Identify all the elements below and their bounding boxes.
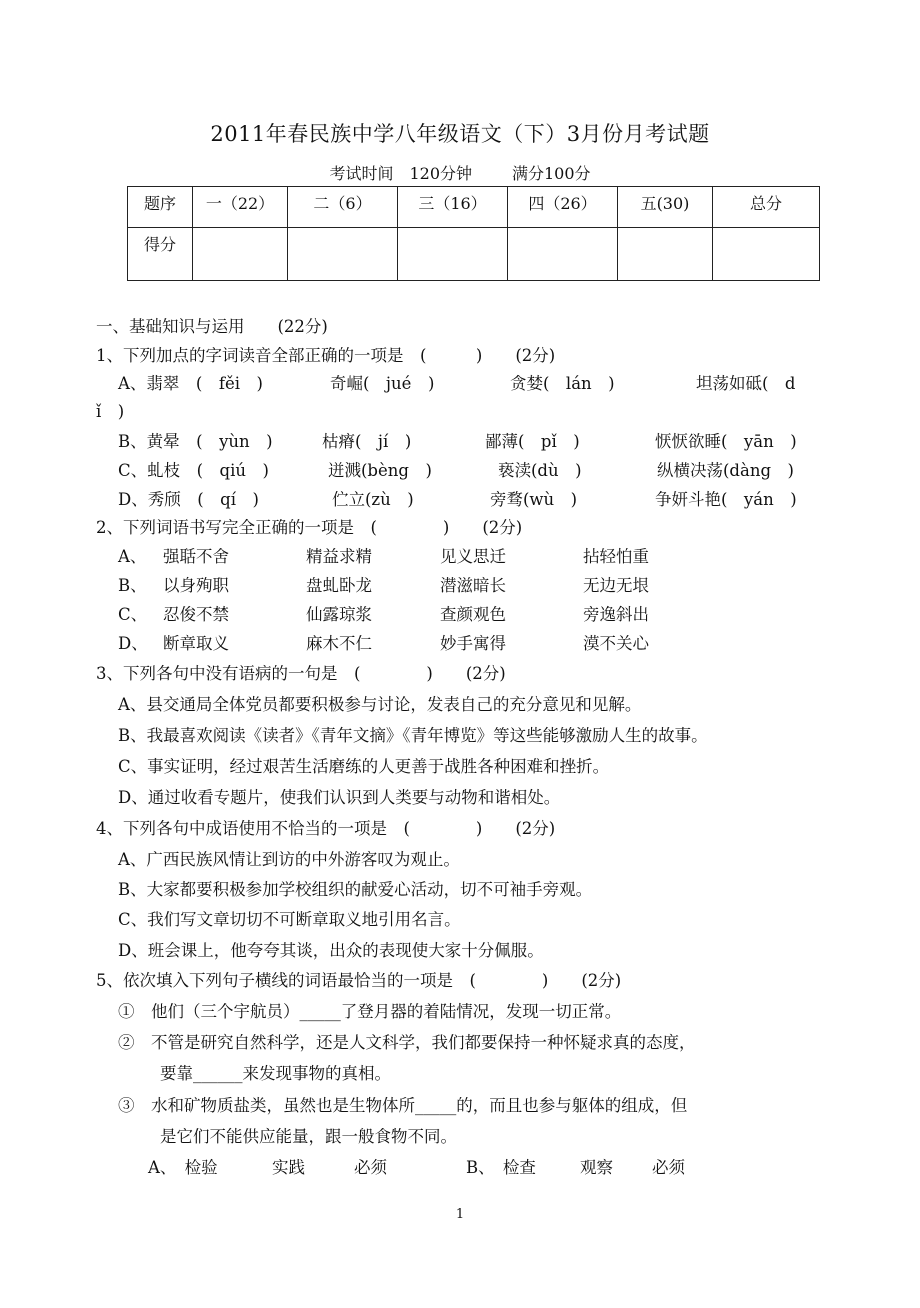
- q1-option-c-word: 迸溅(bèng ): [328, 461, 432, 480]
- page-number: 1: [455, 1207, 465, 1222]
- q1-option-d-word: 争妍斗艳( yán ): [655, 490, 797, 509]
- q5-option-b-word: 必须: [652, 1158, 685, 1177]
- q1-option-c-word: 亵渎(dù ): [498, 461, 582, 480]
- q1-option-b-word: 枯瘠( jí ): [322, 432, 412, 451]
- q1-option-c-word: 纵横决荡(dàng ): [657, 461, 794, 480]
- q2-option-d-word: 麻木不仁: [306, 634, 372, 653]
- question-stem: 2、下列词语书写完全正确的一项是 ( ) (2分): [96, 518, 523, 537]
- q2-option-c-word: 旁逸斜出: [583, 605, 649, 624]
- q1-option-a-word: 奇崛( jué ): [330, 374, 435, 393]
- q5-sentence-2-cont: 要靠______来发现事物的真相。: [160, 1064, 391, 1083]
- q2-option-d: D、: [118, 634, 148, 653]
- q1-option-a-cont: ǐ ): [96, 402, 125, 421]
- score-cell[interactable]: [288, 228, 398, 281]
- score-cell[interactable]: [618, 228, 713, 281]
- q4-option-d: D、班会课上，他夸夸其谈，出众的表现使大家十分佩服。: [118, 941, 544, 960]
- q1-option-d-word: 旁骛(wù ): [490, 490, 578, 509]
- question-stem: 1、下列加点的字词读音全部正确的一项是 ( ) (2分): [96, 346, 556, 365]
- q5-option-b-word: 观察: [580, 1158, 613, 1177]
- q2-option-b-word: 无边无垠: [583, 576, 649, 595]
- q3-option-b: B、我最喜欢阅读《读者》《青年文摘》《青年博览》等这些能够激励人生的故事。: [118, 726, 708, 745]
- q1-option-a-word: 贪婪( lán ): [510, 374, 615, 393]
- section-heading: 一、基础知识与运用 (22分): [96, 317, 328, 336]
- score-header-cell: 五(30): [618, 187, 713, 228]
- q1-option-b: B、黄晕 ( yùn ): [118, 432, 273, 451]
- score-header-cell: 二（6）: [288, 187, 398, 228]
- q5-sentence-2: ② 不管是研究自然科学，还是人文科学，我们都要保持一种怀疑求真的态度，: [118, 1033, 696, 1052]
- q1-option-b-word: 恹恹欲睡( yān ): [655, 432, 797, 451]
- q2-option-a-word: 强聒不舍: [163, 547, 229, 566]
- q2-option-c-word: 查颜观色: [440, 605, 506, 624]
- q3-option-c: C、事实证明，经过艰苦生活磨练的人更善于战胜各种困难和挫折。: [118, 757, 610, 776]
- q2-option-a: A、: [118, 547, 147, 566]
- q5-sentence-3-cont: 是它们不能供应能量，跟一般食物不同。: [160, 1127, 457, 1146]
- q2-option-b: B、: [118, 576, 147, 595]
- q1-option-b-word: 鄙薄( pǐ ): [485, 432, 580, 451]
- q2-option-a-word: 拈轻怕重: [583, 547, 649, 566]
- q4-option-b: B、大家都要积极参加学校组织的献爱心活动，切不可袖手旁观。: [118, 880, 593, 899]
- score-table-header-row: [128, 187, 820, 228]
- exam-full-score: 满分100分: [512, 164, 591, 183]
- q5-option-a-word: 必须: [354, 1158, 387, 1177]
- q2-option-c: C、: [118, 605, 148, 624]
- score-header-cell: 四（26）: [508, 187, 618, 228]
- q2-option-c-word: 忍俊不禁: [163, 605, 229, 624]
- score-header-cell: 总分: [713, 187, 820, 228]
- question-stem: 5、依次填入下列句子横线的词语最恰当的一项是 ( ) (2分): [96, 971, 622, 990]
- score-row-label: 得分: [128, 228, 193, 281]
- q2-option-d-word: 妙手寓得: [440, 634, 506, 653]
- q3-option-d: D、通过收看专题片，使我们认识到人类要与动物和谐相处。: [118, 788, 561, 807]
- q2-option-c-word: 仙露琼浆: [306, 605, 372, 624]
- q4-option-c: C、我们写文章切切不可断章取义地引用名言。: [118, 910, 461, 929]
- score-table: [127, 186, 820, 281]
- q1-option-c: C、虬枝 ( qiú ): [118, 461, 269, 480]
- q2-option-d-word: 断章取义: [163, 634, 229, 653]
- score-cell[interactable]: [193, 228, 288, 281]
- q2-option-a-word: 见义思迁: [440, 547, 506, 566]
- q2-option-b-word: 盘虬卧龙: [306, 576, 372, 595]
- q5-option-a: A、 检验: [148, 1158, 218, 1177]
- q5-sentence-1: ① 他们（三个宇航员）_____了登月器的着陆情况，发现一切正常。: [118, 1002, 622, 1021]
- score-cell[interactable]: [508, 228, 618, 281]
- score-cell[interactable]: [713, 228, 820, 281]
- q1-option-d: D、秀颀 ( qí ): [118, 490, 259, 509]
- exam-time: 考试时间 120分钟: [329, 164, 472, 183]
- q1-option-a-word: 坦荡如砥( d: [696, 374, 796, 393]
- q2-option-b-word: 潜滋暗长: [440, 576, 506, 595]
- q5-sentence-3: ③ 水和矿物质盐类，虽然也是生物体所_____的，而且也参与躯体的组成，但: [118, 1096, 688, 1115]
- exam-subtitle: [0, 161, 920, 184]
- score-table-value-row: [128, 228, 820, 281]
- q2-option-a-word: 精益求精: [306, 547, 372, 566]
- q5-option-a-word: 实践: [272, 1158, 305, 1177]
- q5-option-b: B、 检查: [466, 1158, 536, 1177]
- question-stem: 3、下列各句中没有语病的一句是 ( ) (2分): [96, 664, 506, 683]
- q1-option-a: A、翡翠 ( fěi ): [118, 374, 263, 393]
- score-header-cell: 一（22）: [193, 187, 288, 228]
- score-cell[interactable]: [398, 228, 508, 281]
- q4-option-a: A、广西民族风情让到访的中外游客叹为观止。: [118, 850, 460, 869]
- exam-title: 2011年春民族中学八年级语文（下）3月份月考试题: [210, 122, 710, 146]
- score-header-cell: 题序: [128, 187, 193, 228]
- question-stem: 4、下列各句中成语使用不恰当的一项是 ( ) (2分): [96, 819, 556, 838]
- score-header-cell: 三（16）: [398, 187, 508, 228]
- q2-option-b-word: 以身殉职: [163, 576, 229, 595]
- q1-option-d-word: 伫立(zù ): [332, 490, 414, 509]
- q2-option-d-word: 漠不关心: [583, 634, 649, 653]
- q3-option-a: A、县交通局全体党员都要积极参与讨论，发表自己的充分意见和见解。: [118, 695, 642, 714]
